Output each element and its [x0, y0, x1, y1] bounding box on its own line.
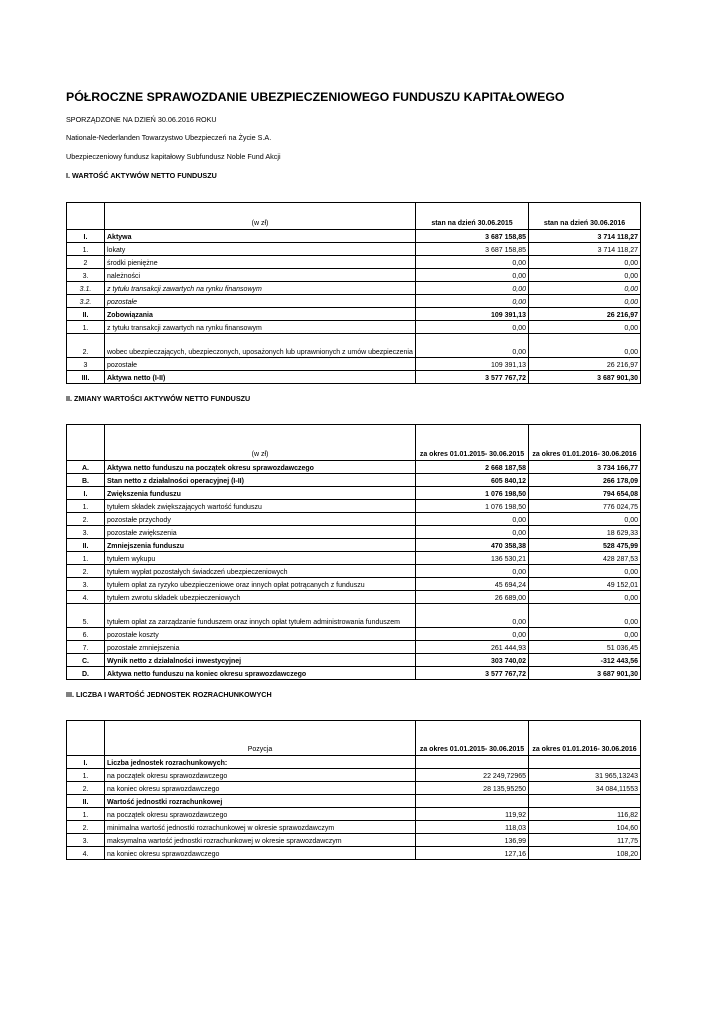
position-label: Pozycja — [105, 721, 416, 756]
table-row: II. Zobowiązania 109 391,13 26 216,97 — [67, 308, 641, 321]
table-row: 1. lokaty 3 687 158,85 3 714 118,27 — [67, 243, 641, 256]
table-row: I. Zwiększenia funduszu 1 076 198,50 794 654,08 — [67, 487, 641, 500]
table-row: 2. na koniec okresu sprawozdawczego 28 135,95250 34 084,11553 — [67, 782, 641, 795]
table-row: 4. na koniec okresu sprawozdawczego 127,16 108,20 — [67, 847, 641, 860]
table-row: 2. tytułem wypłat pozostałych świadczeń ubezpieczeniowych 0,00 0,00 — [67, 565, 641, 578]
col-header: za okres 01.01.2016- 30.06.2016 — [529, 425, 641, 461]
section2-title: II. ZMIANY WARTOŚCI AKTYWÓW NETTO FUNDUSZU — [66, 394, 251, 403]
table-row: 2. wobec ubezpieczających, ubezpieczonych, uposażonych lub uprawnionych z umów ubezpieczenia 0,00 0,00 — [67, 334, 641, 358]
table-row: 3 pozostałe 109 391,13 26 216,97 — [67, 358, 641, 371]
table-row: III. Aktywa netto (I-II) 3 577 767,72 3 687 901,30 — [67, 371, 641, 384]
section2-table — [66, 424, 641, 680]
table-row: 2. pozostałe przychody 0,00 0,00 — [67, 513, 641, 526]
section3-table — [66, 720, 641, 860]
table-row: 7. pozostałe zmniejszenia 261 444,93 51 036,45 — [67, 641, 641, 654]
report-date: SPORZĄDZONE NA DZIEŃ 30.06.2016 ROKU — [66, 115, 217, 124]
table-row: 2. minimalna wartość jednostki rozrachunkowej w okresie sprawozdawczym 118,03 104,60 — [67, 821, 641, 834]
section1-title: I. WARTOŚĆ AKTYWÓW NETTO FUNDUSZU — [66, 171, 217, 180]
table-row: 3. tytułem opłat za ryzyko ubezpieczeniowe oraz innych opłat potrącanych z funduszu 45 694,24 49 152,01 — [67, 578, 641, 591]
table-row: 1. tytułem składek zwiększających wartość funduszu 1 076 198,50 776 024,75 — [67, 500, 641, 513]
col-header: stan na dzień 30.06.2016 — [529, 203, 641, 230]
table-row: 1. z tytułu transakcji zawartych na rynku finansowym 0,00 0,00 — [67, 321, 641, 334]
table-header-row — [67, 425, 641, 461]
table-row: 3.1. z tytułu transakcji zawartych na rynku finansowym 0,00 0,00 — [67, 282, 641, 295]
table-row: D. Aktywa netto funduszu na koniec okresu sprawozdawczego 3 577 767,72 3 687 901,30 — [67, 667, 641, 680]
table-row: 1. na początek okresu sprawozdawczego 22 249,72965 31 965,13243 — [67, 769, 641, 782]
fund-name: Ubezpieczeniowy fundusz kapitałowy Subfundusz Noble Fund Akcji — [66, 152, 281, 161]
col-header: za okres 01.01.2016- 30.06.2016 — [529, 721, 641, 756]
table-header-row — [67, 721, 641, 756]
report-title: PÓŁROCZNE SPRAWOZDANIE UBEZPIECZENIOWEGO FUNDUSZU KAPITAŁOWEGO — [66, 90, 565, 104]
table-row: I. Liczba jednostek rozrachunkowych: — [67, 756, 641, 769]
col-header: za okres 01.01.2015- 30.06.2015 — [416, 425, 529, 461]
table-row: A. Aktywa netto funduszu na początek okresu sprawozdawczego 2 668 187,58 3 734 166,77 — [67, 461, 641, 474]
section3-title: III. LICZBA I WARTOŚĆ JEDNOSTEK ROZRACHUNKOWYCH — [66, 690, 272, 699]
unit-label: (w zł) — [105, 425, 416, 461]
unit-label: (w zł) — [105, 203, 416, 230]
section1-table — [66, 202, 641, 384]
table-row: 3. należności 0,00 0,00 — [67, 269, 641, 282]
table-row: 4. tytułem zwrotu składek ubezpieczeniowych 26 689,00 0,00 — [67, 591, 641, 604]
col-header: stan na dzień 30.06.2015 — [416, 203, 529, 230]
table-row: I. Aktywa 3 687 158,85 3 714 118,27 — [67, 230, 641, 243]
table-row: 1. na początek okresu sprawozdawczego 119,92 116,82 — [67, 808, 641, 821]
table-row: 3.2. pozostałe 0,00 0,00 — [67, 295, 641, 308]
table-row: II. Wartość jednostki rozrachunkowej — [67, 795, 641, 808]
company-name: Nationale-Nederlanden Towarzystwo Ubezpieczeń na Życie S.A. — [66, 133, 272, 142]
table-header-row — [67, 203, 641, 230]
table-row: 5. tytułem opłat za zarządzanie funduszem oraz innych opłat tytułem administrowania funduszem 0,00 0,00 — [67, 604, 641, 628]
table-row: 6. pozostałe koszty 0,00 0,00 — [67, 628, 641, 641]
table-row: C. Wynik netto z działalności inwestycyjnej 303 740,02 -312 443,56 — [67, 654, 641, 667]
table-row: 3. pozostałe zwiększenia 0,00 18 629,33 — [67, 526, 641, 539]
table-row: 3. maksymalna wartość jednostki rozrachunkowej w okresie sprawozdawczym 136,99 117,75 — [67, 834, 641, 847]
col-header: za okres 01.01.2015- 30.06.2015 — [416, 721, 529, 756]
table-row: 1. tytułem wykupu 136 530,21 428 287,53 — [67, 552, 641, 565]
table-row: B. Stan netto z działalności operacyjnej (I-II) 605 840,12 266 178,09 — [67, 474, 641, 487]
table-row: II. Zmniejszenia funduszu 470 358,38 528 475,99 — [67, 539, 641, 552]
table-row: 2 środki pieniężne 0,00 0,00 — [67, 256, 641, 269]
